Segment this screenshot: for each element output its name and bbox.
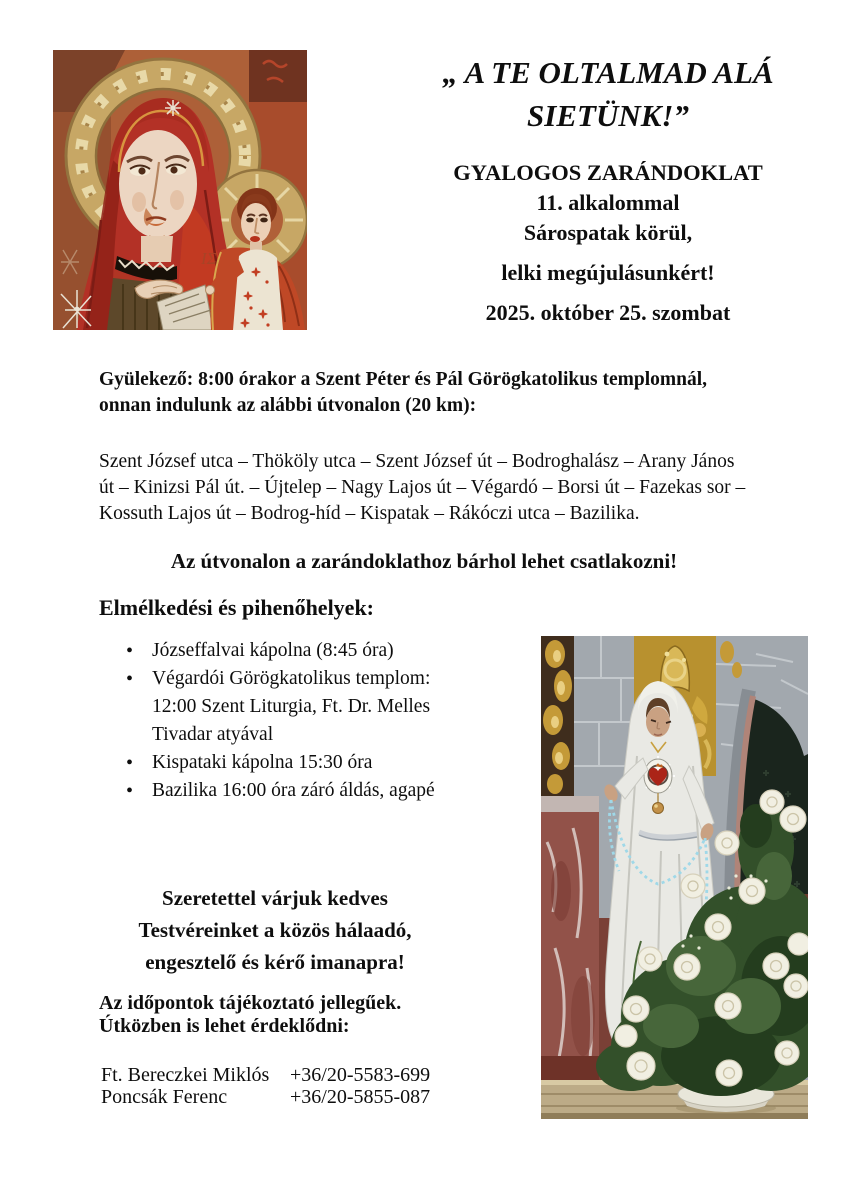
event-location: Sárospatak körül, (523, 220, 693, 245)
contact-phone: +36/20-5583-699 (290, 1064, 431, 1086)
invitation-line: Testvéreinket a közös hálaadó, (138, 918, 412, 942)
contacts-block (101, 1064, 430, 1108)
hood-star-ornament (165, 100, 181, 116)
header-block (404, 51, 812, 328)
stop-item: • Bazilika 16:00 óra záró áldás, agapé (152, 777, 449, 805)
stop-item: • Végardói Görögkatolikus templom: 12:00 Szent Liturgia, Ft. Dr. Melles Tivadar atyával (152, 665, 449, 749)
stops-list (117, 637, 449, 805)
invitation-line: Szeretettel várjuk kedves (162, 886, 388, 910)
contact-row (101, 1086, 430, 1108)
stop-item: • Józseffalvai kápolna (8:45 óra) (152, 637, 449, 665)
contact-phone: +36/20-5855-087 (290, 1086, 431, 1108)
title-quote (404, 51, 812, 137)
event-edition: 11. alkalommal (536, 190, 680, 215)
stop-item: • Kispataki kápolna 15:30 óra (152, 749, 449, 777)
stops-heading: Elmélkedési és pihenőhelyek: (99, 595, 375, 620)
notes-block (99, 992, 401, 1038)
contact-name: Poncsák Ferenc (101, 1086, 228, 1108)
notes-line2: Útközben is lehet érdeklődni: (99, 1015, 350, 1037)
contact-row (101, 1064, 430, 1086)
invitation-line: engesztelő és kérő imanapra! (145, 950, 405, 974)
icon-inscription-text: ΙΣ (201, 249, 217, 268)
statue-photo-illustration (541, 636, 808, 1119)
event-date: 2025. október 25. szombat (485, 300, 731, 325)
event-name: GYALOGOS ZARÁNDOKLAT (453, 160, 763, 185)
madonna-icon-illustration (53, 50, 307, 330)
title-quote-line1: „ A TE OLTALMAD ALÁ (442, 55, 774, 90)
meeting-paragraph: Gyülekező: 8:00 órakor a Szent Péter és Pál Görögkatolikus templomnál, onnan indulunk az alábbi útvonalon (20 km): (99, 369, 708, 416)
contact-name: Ft. Bereczkei Miklós (101, 1064, 270, 1086)
join-note: Az útvonalon a zarándoklathoz bárhol lehet csatlakozni! (170, 549, 678, 573)
notes-line1: Az időpontok tájékoztató jellegűek. (99, 992, 402, 1014)
route-paragraph: Szent József utca – Thököly utca – Szent József út – Bodroghalász – Arany János út – Kinizsi Pál út. – Újtelep – Nagy Lajos út – Végardó – Borsi út – Fazekas sor – Kossuth Lajos út – Bodrog-híd – Kispatak – Rákóczi utca – Bazilika. (99, 451, 746, 524)
madonna-and-child-icon-image (53, 50, 307, 330)
event-purpose: lelki megújulásunkért! (501, 260, 715, 285)
mary-statue-photo (541, 636, 808, 1119)
invitation-block (100, 882, 450, 978)
title-quote-line2: SIETÜNK!” (527, 98, 689, 133)
gold-side-ornament (541, 636, 574, 798)
